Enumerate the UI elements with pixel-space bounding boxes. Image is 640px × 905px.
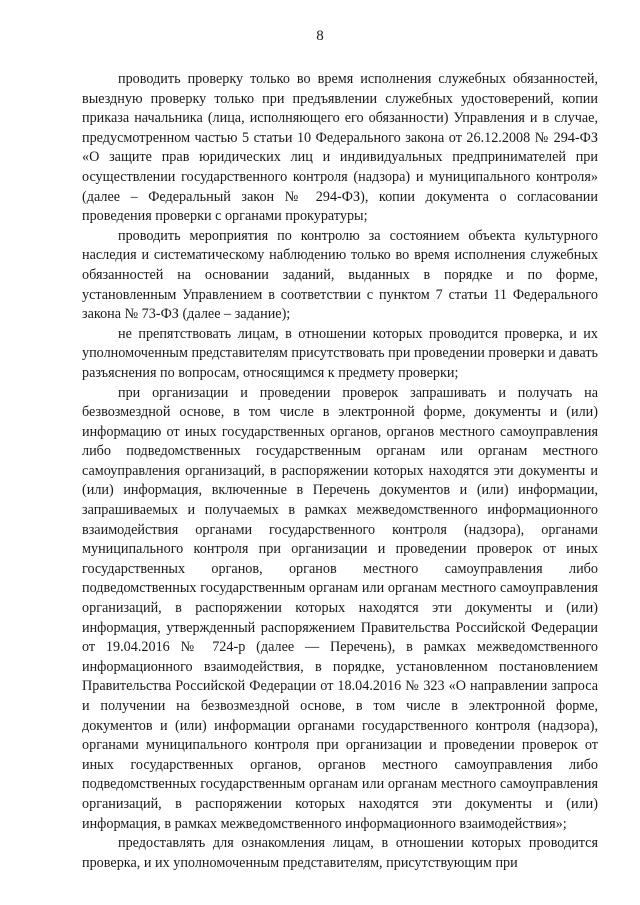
document-body xyxy=(82,70,598,873)
page-number: 8 xyxy=(316,28,324,44)
paragraph-inspection-credentials: проводить проверку только во время исполнения служебных обязанностей, выездную проверку только при предъявлении служебных удостоверений, копии приказа начальника (лица, исполняющего его обязанности) Управления и в случае, предусмотренном частью 5 статьи 10 Федерального закона от 26.12.2008 № 294-ФЗ «О защите прав юридических лиц и индивидуальных предпринимателей при осуществлении государственного контроля (надзора) и муниципального контроля» (далее – Федеральный закон № 294-ФЗ), копии документа о согласовании проведения проверки с органами прокуратуры; xyxy=(82,71,598,225)
paragraph-non-obstruction: не препятствовать лицам, в отношении которых проводится проверка, и их уполномоченным представителям присутствовать при проведении проверки и давать разъяснения по вопросам, относящимся к предмету проверки; xyxy=(82,325,598,381)
paragraph-provide-documents: предоставлять для ознакомления лицам, в отношении которых проводится проверка, и их уполномоченным представителям, присутствующим при xyxy=(82,835,598,871)
paragraph-heritage-monitoring: проводить мероприятия по контролю за состоянием объекта культурного наследия и систематическому наблюдению только во время исполнения служебных обязанностей на основании заданий, выданных в порядке и по форме, установленным Управлением в соответствии с пунктом 7 статьи 11 Федерального закона № 73-ФЗ (далее – задание); xyxy=(82,227,598,323)
paragraph-interagency-requests: при организации и проведении проверок запрашивать и получать на безвозмездной основе, в том числе в электронной форме, документы и (или) информацию от иных государственных органов, органов местного самоуправления либо подведомственных государственным органам или органам местного самоуправления организаций, в распоряжении которых находятся эти документы и (или) информация, включенные в Перечень документов и (или) информации, запрашиваемых и получаемых в рамках межведомственного информационного взаимодействия органами государственного контроля (надзора), органами муниципального контроля при организации и проведении проверок от иных государственных органов, органов местного самоуправления либо подведомственных государственным органам или органам местного самоуправления организаций, в распоряжении которых находятся эти документы и (или) информация, утвержденный распоряжением Правительства Российской Федерации от 19.04.2016 № 724-р (далее — Перечень), в рамках межведомственного информационного взаимодействия, в порядке, установленном постановлением Правительства Российской Федерации от 18.04.2016 № 323 «О направлении запроса и получении на безвозмездной основе, в том числе в электронной форме, документов и (или) информации органами государственного контроля (надзора), органами муниципального контроля при организации и проведении проверок от иных государственных органов, органов местного самоуправления либо подведомственных государственным органам или органам местного самоуправления организаций, в распоряжении которых находятся эти документы и (или) информация, в рамках межведомственного информационного взаимодействия»; xyxy=(82,384,598,832)
